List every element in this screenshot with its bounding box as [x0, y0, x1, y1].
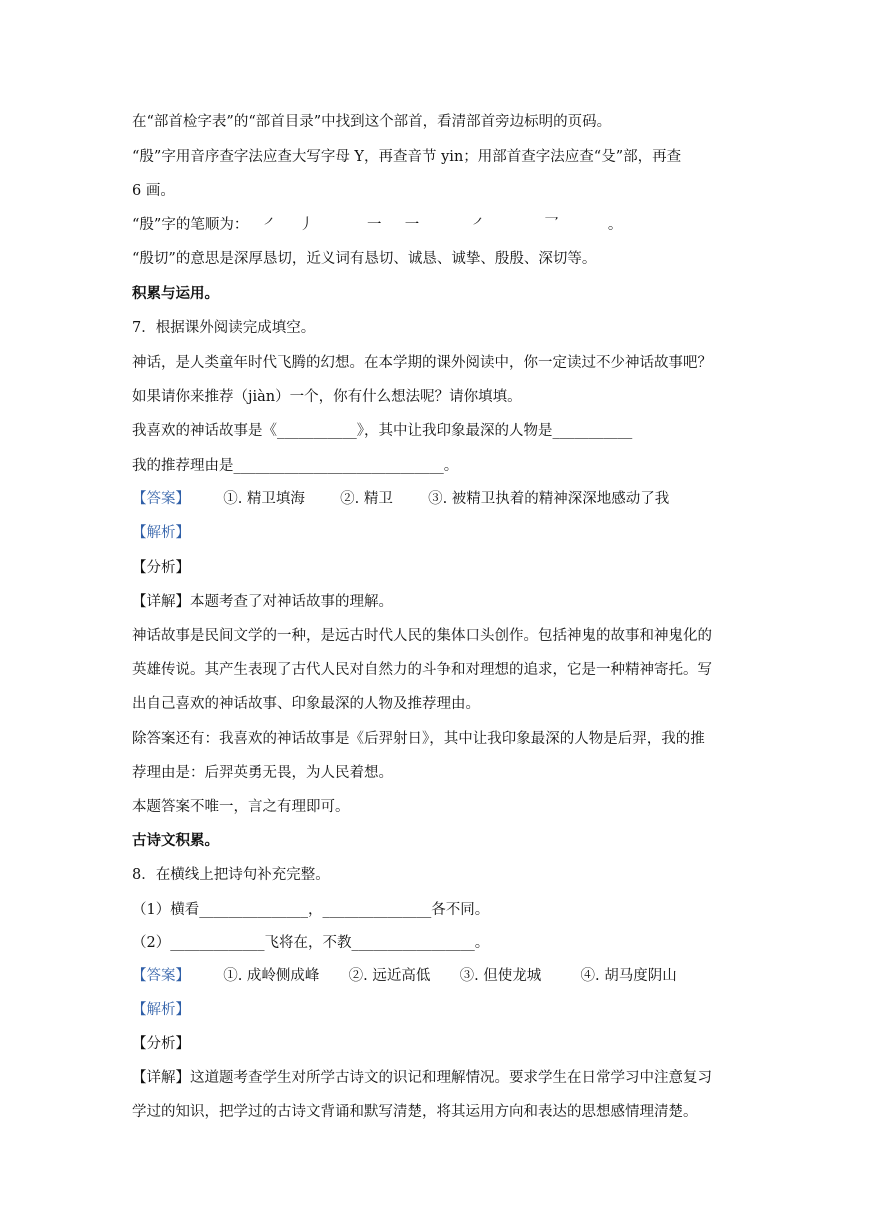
q8-analysis-label: 【解析】	[132, 1002, 190, 1018]
q7-fill-line-2: 我的推荐理由是_____________________________。	[132, 458, 459, 474]
q8-answer-row	[132, 966, 677, 986]
q7-fenxi-label: 【分析】	[132, 560, 190, 576]
q8-answer-4: ④. 胡马度阴山	[580, 968, 677, 984]
stroke-order-line	[132, 215, 622, 235]
q8-fenxi-label: 【分析】	[132, 1036, 190, 1052]
section-heading-accumulation: 积累与运用。	[132, 285, 219, 302]
answer-label: 【答案】	[132, 968, 190, 984]
q7-answer-3: ③. 被精卫执着的精神深深地感动了我	[428, 491, 670, 507]
intro-line-2: “殷”字用音序查字法应查大写字母 Y，再查音节 yin；用部首查字法应查“殳”部，再查	[132, 149, 682, 165]
q7-analysis-label: 【解析】	[132, 525, 190, 541]
stroke-4: 一	[404, 217, 420, 233]
q8-item-2: （2）_____________飞将在，不教_________________。	[132, 935, 490, 951]
q8-detail-line-1: 【详解】这道题考查学生对所学古诗文的识记和理解情况。要求学生在日常学习中注意复习	[132, 1070, 712, 1086]
q7-answer-2: ②. 精卫	[340, 491, 393, 507]
q7-stem-line-1: 神话，是人类童年时代飞腾的幻想。在本学期的课外阅读中，你一定读过不少神话故事吧？	[132, 355, 712, 371]
answer-label: 【答案】	[132, 491, 190, 507]
q7-para1-line-3: 出自己喜欢的神话故事、印象最深的人物及推荐理由。	[132, 696, 480, 712]
q7-para1-line-2: 英雄传说。其产生表现了古代人民对自然力的斗争和对理想的追求，它是一种精神寄托。写	[132, 662, 712, 678]
q7-answer-row	[132, 489, 669, 509]
q7-para1-line-1: 神话故事是民间文学的一种，是远古时代人民的集体口头创作。包括神鬼的故事和神鬼化的	[132, 628, 712, 644]
q8-detail-line-2: 学过的知识，把学过的古诗文背诵和默写清楚，将其运用方向和表达的思想感情理清楚。	[132, 1104, 698, 1120]
q7-para2-line-2: 荐理由是：后羿英勇无畏，为人民着想。	[132, 765, 393, 781]
q8-answer-1: ①. 成岭侧成峰	[223, 968, 320, 984]
intro-line-5: “殷切”的意思是深厚恳切，近义词有恳切、诚恳、诚挚、殷殷、深切等。	[132, 251, 597, 267]
question-8: 8．在横线上把诗句补充完整。	[132, 867, 330, 883]
stroke-2: 丿	[299, 217, 314, 233]
q8-answer-2: ②. 远近高低	[348, 968, 431, 984]
stroke-3: 一	[366, 217, 382, 233]
intro-line-1: 在“部首检字表”的“部首目录”中找到这个部首，看清部首旁边标明的页码。	[132, 114, 612, 130]
q8-item-1: （1）横看_______________，_______________各不同。	[132, 902, 490, 918]
q7-stem-line-2: 如果请你来推荐（jiàn）一个，你有什么想法呢？请你填填。	[132, 389, 522, 405]
question-7: 7．根据课外阅读完成填空。	[132, 320, 316, 336]
intro-line-3: 6 画。	[132, 183, 175, 199]
stroke-order-end: 。	[607, 217, 623, 233]
q7-para3: 本题答案不唯一，言之有理即可。	[132, 799, 350, 815]
q7-fill-line-1: 我喜欢的神话故事是《___________》，其中让我印象最深的人物是___________	[132, 423, 633, 439]
q7-para2-line-1: 除答案还有：我喜欢的神话故事是《后羿射日》，其中让我印象最深的人物是后羿，我的推	[132, 731, 705, 747]
stroke-6: 乛	[544, 217, 559, 233]
stroke-1: ㇒	[263, 217, 279, 233]
stroke-5: ㇒	[472, 217, 487, 233]
q8-answer-3: ③. 但使龙城	[459, 968, 542, 984]
q7-detail: 【详解】本题考查了对神话故事的理解。	[132, 594, 393, 610]
section-heading-poetry: 古诗文积累。	[132, 832, 219, 849]
stroke-order-label: “殷”字的笔顺为：	[132, 217, 249, 233]
q7-answer-1: ①. 精卫填海	[223, 491, 305, 507]
